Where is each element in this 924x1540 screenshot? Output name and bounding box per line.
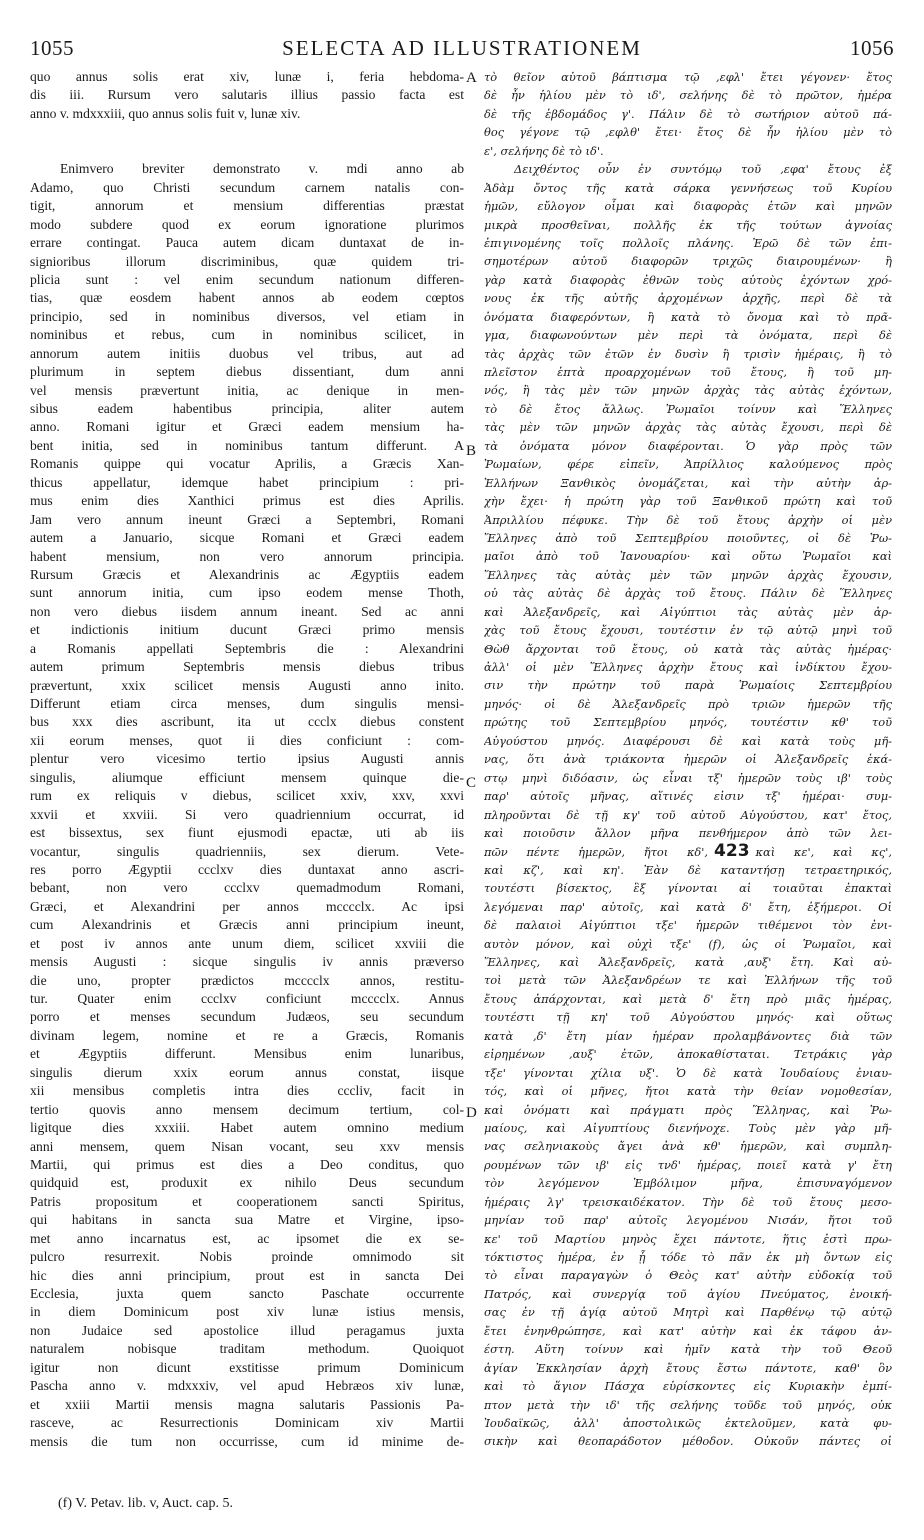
- text-line: vel mensis prævertunt initia, ac denique in men-: [30, 382, 464, 398]
- running-title: SELECTA AD ILLUSTRATIONEM: [282, 36, 642, 60]
- text-line: quo annus solis erat xiv, lunæ i, feria hebdoma-: [30, 69, 464, 84]
- latin-column: [30, 68, 464, 1451]
- paragraph-gap: [30, 123, 464, 160]
- text-line: δὲ παλαιοὶ Αἰγύπτιοι τξε' ἡμερῶν τιθέμενοι τὸν ἐνι-: [484, 918, 892, 933]
- text-line: non vero diebus iisdem annum ineant. Sed ac anni: [30, 603, 464, 619]
- text-line: Πατρός, καὶ συνεργίᾳ τοῦ ἁγίου Πνεύματος, ἐνοική-: [484, 1286, 892, 1301]
- text-line: anni mensem, quem Nisan vocant, seu xxv mensis: [30, 1138, 464, 1154]
- text-line: δὲ ἦν ἡλίου μὲν τὸ ιδ', σελήνης δὲ τὸ πρῶτον, ἡμέρα: [484, 88, 892, 103]
- text-line: τὰ ὀνόματα μόνον διαφέρονται. Ὁ γὰρ πρὸς τῶν: [484, 438, 892, 453]
- text-line: quidquid est, produxit ex nihilo Deus secundum: [30, 1175, 464, 1191]
- text-line: et Ægyptiis differunt. Mensibus enim lunaribus,: [30, 1046, 464, 1062]
- page-number-right: 1056: [850, 36, 894, 60]
- text-line: χὴν ἔχει· ἡ πρώτη γὰρ τοῦ Ξανθικοῦ πρώτη καὶ τοῦ: [484, 494, 892, 509]
- text-fragment: καὶ κε', καὶ κς',: [755, 845, 892, 860]
- text-line: ἔτους ἀπάρχονται, καὶ μετὰ δ' ἔτη πρὸ μιᾶς ἡμέρας,: [484, 991, 892, 1006]
- text-line: et post iv annos ante unum diem, scilicet xxviii die: [30, 935, 464, 951]
- greek-column: [484, 68, 892, 1451]
- text-line: οὐ τὰς αὐτὰς δὲ ἀρχὰς τοῦ ἔτους. Πάλιν δὲ Ἕλληνες: [484, 586, 892, 601]
- text-line: κατὰ ,δ' ἔτη μίαν ἡμέραν προλαμβάνοντες διὰ τῶν: [484, 1028, 892, 1043]
- text-line: τὸν λεγόμενον Ἐμβόλιμον μῆνα, ἐπισυναγόμενον: [484, 1176, 892, 1191]
- text-line: signioribus illorum discriminibus, quæ quidem tri-: [30, 253, 464, 269]
- text-line: Ἕλληνες τὰς αὐτὰς μὲν τῶν μηνῶν ἀρχὰς ἔχουσιν,: [484, 567, 892, 582]
- text-line: [484, 842, 892, 860]
- text-line: vocantur, singulis quadrienniis, sex dierum. Vete-: [30, 843, 464, 859]
- text-line: xii eorum menses, quot ii dies conficiunt : com-: [30, 732, 464, 748]
- text-line: καὶ κζ', καὶ κη'. Ἐὰν δὲ καταντήσῃ τετραετηρικός,: [484, 862, 892, 877]
- margin-letter-c: C: [466, 775, 477, 791]
- text-line: παρ' αὐτοῖς μῆνας, αἵτινές εἰσιν τξ' ἡμέραι· συμ-: [484, 789, 892, 804]
- text-line: Θὼθ ἄρχονται τοῦ ἔτους, οὐ κατὰ τὰς αὐτὰς ἡμέρας·: [484, 641, 892, 656]
- text-line: plentur vero vicesimo tertio ipsius Augusti annis: [30, 751, 464, 767]
- text-line: non Judaice sed apostolice illud peragamus juxta: [30, 1322, 464, 1338]
- text-line: autem primum Septembris mensis diebus tribus: [30, 659, 464, 675]
- text-line: tertio quovis anno mensem decimum tertium, col-: [30, 1101, 464, 1117]
- text-line: Ecclesia, juxta quem sancto Paschate occurrente: [30, 1286, 464, 1301]
- text-line: Ἀπριλλίου πέφυκε. Τὴν δὲ τοῦ ἔτους ἀρχὴν οἱ μὲν: [484, 512, 892, 527]
- text-line: modo subdere quod ex eorum ignoratione plurimos: [30, 216, 464, 232]
- text-line: anno v. mdxxxiii, quo annus solis fuit v, lunæ xiv.: [30, 105, 301, 121]
- text-line: τὸ εἶναι παραγαγὼν ὁ Θεὸς κατ' αὐτὴν εὐδοκίᾳ τοῦ: [484, 1268, 892, 1283]
- text-line: bent initia, sed in nominibus tantum differunt. A: [30, 437, 464, 453]
- text-line: tias, quæ eosdem habent annos ab eodem cœptos: [30, 290, 464, 306]
- text-line: ε', σελήνης δὲ τὸ ιδ'.: [484, 143, 604, 158]
- text-line: γμα, διαφωνούντων μὲν περὶ τὰ ὀνόματα, περὶ δὲ: [484, 328, 892, 343]
- text-line: ἡμέραις λγ' τρεισκαιδέκατον. Τὴν δὲ τοῦ ἔτους μεσο-: [484, 1194, 892, 1209]
- text-line: ὀνόματα διαφερόντων, ἢ κατὰ τὸ ὄνομα καὶ τὸ πρᾶ-: [484, 309, 892, 324]
- text-line: καὶ τὸ ἅγιον Πάσχα εὑρίσκοντες εἰς Κυριακὴν ἐμπί-: [484, 1379, 892, 1394]
- text-line: xii mensibus completis intra dies cccliv, facit in: [30, 1083, 464, 1099]
- text-line: πλεῖστον ἑπτὰ προαρχομένων τοῦ ἔτους, ἢ τοῦ μη-: [484, 365, 892, 379]
- text-line: Jam vero annum ineunt Græci a Septembri, Romani: [30, 511, 464, 527]
- text-line: et indictionis initium ducunt Græci primo mensis: [30, 622, 464, 638]
- text-line: in diem Dominicum post xiv lunæ istius mensis,: [30, 1304, 464, 1320]
- text-line: τὸ θεῖον αὐτοῦ βάπτισμα τῷ ,εφλ' ἔτει γέγονεν· ἔτος: [484, 70, 892, 84]
- page-header: [30, 36, 894, 60]
- text-line: μαῖοι ἀπὸ τοῦ Ἰανουαρίου· καὶ οὕτω Ῥωμαῖοι καὶ: [484, 549, 892, 564]
- margin-letter-a: A: [466, 70, 477, 86]
- text-line: τὰς μὲν τῶν μηνῶν ἀρχὰς τὰς αὐτὰς ἔχουσι, περὶ δὲ: [484, 420, 892, 435]
- text-line: Differunt etiam circa menses, dum singulis mensi-: [30, 696, 464, 711]
- text-line: thicus appellatur, idemque habet principium : pri-: [30, 474, 464, 490]
- text-line: δὲ τῆς ἑβδομάδος γ'. Πάλιν δὲ τὸ σωτήριον αὐτοῦ πά-: [484, 106, 892, 121]
- text-line: Αὐγούστου μηνός. Διαφέρουσι δὲ καὶ κατὰ τοὺς μῆ-: [484, 733, 892, 748]
- text-line: Patris propositum et cooperationem sancti Spiritus,: [30, 1193, 464, 1209]
- text-line: Romanis quippe qui vocatur Aprilis, a Græcis Xan-: [30, 456, 464, 472]
- text-line: ἐπιγινομένης τοῖς πολλοῖς πλάνης. Ἐρῶ δὲ τῶν ἐπι-: [484, 235, 892, 250]
- text-line: mensis die tum non occurrisse, cum id minime de-: [30, 1433, 464, 1449]
- text-line: έστη. Αὕτη τοίνυν καὶ ἡμῖν κατὰ τὴν τοῦ Θεοῦ: [484, 1342, 892, 1357]
- text-line: sunt annorum initia, cum ipso eodem mense Thoth,: [30, 585, 464, 601]
- text-line: Ἑλλήνων Ξανθικὸς ὀνομάζεται, καὶ τὴν αὐτὴν ἀρ-: [484, 475, 892, 490]
- text-line: κε' τοῦ Μαρτίου μηνὸς ἔχει πάντοτε, ἥτις ἐστὶ πρω-: [484, 1231, 892, 1246]
- text-line: Adamo, quo Christi secundum carnem natalis con-: [30, 179, 464, 195]
- text-line: Rursum Græcis et Alexandrinis ac Ægyptiis eadem: [30, 566, 464, 582]
- text-line: cum Alexandrinis et Græcis anni principium ineunt,: [30, 917, 464, 933]
- footnote: (f) V. Petav. lib. v, Auct. cap. 5.: [58, 1496, 233, 1511]
- text-line: λεγόμεναι παρ' αὐτοῖς, καὶ κατὰ δ' ἔτη, ἐξήμεροι. Οἱ: [484, 899, 892, 914]
- text-line: πτον μετὰ τὴν ιδ' τῆς σελήνης τοῦδε τοῦ μηνός, οὐκ: [484, 1397, 892, 1412]
- text-line: res porro Ægyptii ccclxv dies duntaxat anno ascri-: [30, 861, 464, 877]
- text-line: ἡμῶν, εὔλογον οἶμαι καὶ διαφορὰς ἐτῶν καὶ μηνῶν: [484, 199, 892, 214]
- text-line: Ἕλληνες ἀπὸ τοῦ Σεπτεμβρίου ποιοῦντες, οἱ δὲ Ῥω-: [484, 530, 892, 545]
- text-line: divinam legem, nomine et re a Græcis, Romanis: [30, 1027, 464, 1043]
- text-line: porro et menses secundum Judæos, seu secundum: [30, 1009, 464, 1025]
- text-line: habent mensium, non vero annorum principia.: [30, 548, 464, 564]
- text-line: igitur non dicunt exstitisse primum Dominicum: [30, 1359, 464, 1375]
- text-line: Ἕλληνες, καὶ Ἀλεξανδρεῖς, κατὰ ,αυξ' ἔτη. Καὶ αὐ-: [484, 955, 892, 969]
- text-line: tur. Quater enim ccclxv conficiunt mcccclx. Annus: [30, 991, 464, 1006]
- text-line: νους ἐκ τῆς αὐτῆς ἀρχομένων ἀρχῆς, περὶ δὲ τὰ: [484, 291, 892, 306]
- text-line: Martii, qui primus est dies a Deo conditus, quo: [30, 1156, 464, 1172]
- text-line: σιν τὴν πρώτην τοῦ παρὰ Ῥωμαίοις Σεπτεμβρίου: [484, 678, 892, 693]
- text-fragment: πῶν πέντε ἡμερῶν, ἤτοι κδ',: [484, 845, 709, 860]
- text-line: mensis Augusti : sicque singulis iv annis præverso: [30, 954, 464, 970]
- text-line: Pascha anno v. mdxxxiv, vel apud Hebræos xiv lunæ,: [30, 1378, 464, 1394]
- text-line: bus xxx dies ascribunt, ita ut ccclx diebus constent: [30, 714, 464, 730]
- text-line: annorum autem initiis duobus vel tribus, aut ad: [30, 345, 464, 361]
- text-line: ἁγίαν Ἐκκλησίαν ἀρχὴ ἔτους ἔστω πάντοτε, καθ' ὃν: [484, 1360, 892, 1375]
- text-line: πρώτης τοῦ Σεπτεμβρίου μηνός, τουτέστιν κθ' τοῦ: [484, 715, 892, 730]
- text-line: rasceve, ac Resurrectionis Dominicam xiv Martii: [30, 1415, 464, 1431]
- page-number-left: 1055: [30, 36, 74, 60]
- text-line: plicia sunt : vel enim secundum nationum differen-: [30, 271, 464, 287]
- text-line: τοὶ μετὰ τῶν Ἀλεξανδρέων τε καὶ Ἑλλήνων τῆς τοῦ: [484, 973, 892, 988]
- text-line: principio, sed in nominibus diversos, vel etiam in: [30, 308, 464, 324]
- text-line: singulis, aliumque efficiunt mensem quinque die-: [30, 769, 464, 785]
- text-line: τουτέστι βίσεκτος, ἓξ γίνονται αἱ τοιαῦται ἐπακταὶ: [484, 881, 892, 896]
- text-line: prævertunt, xxix scilicet mensis Augusti anno inito.: [30, 677, 464, 693]
- text-line: θος γέγονε τῷ ,εφλθ' ἔτει· ἔτος δὲ ἦν ἡλίου μὲν τὸ: [484, 125, 892, 140]
- text-line: naturalem nobisque traditam methodum. Quoiquot: [30, 1341, 464, 1357]
- text-line: bebant, non vero ccclxv quemadmodum Romani,: [30, 880, 464, 896]
- text-line: μηνίαν τοῦ παρ' αὐτοῖς λεγομένου Νισάν, ἤτοι τοῦ: [484, 1213, 892, 1228]
- text-line: sibus eadem habentibus principia, aliter autem: [30, 401, 464, 416]
- text-line: rum ex reliquis v diebus, scilicet xxiv, xxv, xxvi: [30, 788, 464, 804]
- text-line: καὶ ποιοῦσιν ἄλλον μῆνα πενθήμερον ἀπὸ τῶν λει-: [484, 825, 892, 840]
- text-line: σας ἐν τῇ ἁγίᾳ αὐτοῦ Μητρὶ καὶ Παρθένῳ τῷ αὐτῷ: [484, 1305, 892, 1320]
- text-line: tigit, annorum et mensium differentias præstat: [30, 198, 464, 214]
- text-line: μικρὰ προσθεῖναι, πολλῆς ἐκ τῆς τούτων ἀγνοίας: [484, 217, 892, 232]
- text-line: πληροῦνται δὲ τῇ κγ' τοῦ αὐτοῦ Αὐγούστου, κατ' ἔτος,: [484, 807, 892, 822]
- text-line: σημοτέρων αὐτοῦ διαφορῶν τριχῶς διαιρουμένων· ἢ: [484, 254, 892, 269]
- text-line: αυτὸν μόνον, καὶ οὐχὶ τξε' (f), ὡς οἱ Ῥωμαῖοι, καὶ: [484, 936, 892, 951]
- text-line: τὰς ἀρχὰς τῶν ἐτῶν ἐν δυσὶν ἢ τρισὶν ἡμέραις, ἢ τὸ: [484, 346, 892, 361]
- margin-letter-b: B: [466, 443, 477, 459]
- margin-letter-d: D: [466, 1105, 477, 1121]
- text-line: Ἀδὰμ ὄντος τῆς κατὰ σάρκα γεννήσεως τοῦ Κυρίου: [484, 180, 892, 195]
- text-line: τουτέστι τῇ κη' τοῦ Αὐγούστου μηνός· καὶ οὕτως: [484, 1010, 892, 1025]
- text-line: qui habitans in sancta sua Matre et Virgine, ipso-: [30, 1212, 464, 1228]
- text-line: τὸ δὲ ἔτος ἄλλως. Ῥωμαῖοι τοίνυν καὶ Ἕλληνες: [484, 401, 892, 416]
- text-line: errare contingat. Pauca autem dicam duntaxat de in-: [30, 235, 464, 251]
- text-line: νός, ἢ τὰς μὲν τῶν μηνῶν ἀρχὰς τὰς αὐτὰς ἐχόντων,: [484, 383, 892, 398]
- text-line: nominibus et rebus, cum in nominibus scilicet, in: [30, 327, 464, 343]
- text-line: ligitque dies xxxiii. Habet autem omnino medium: [30, 1120, 464, 1136]
- text-line: τός, καὶ οἱ μῆνες, ἤτοι κατὰ τὴν θείαν νομοθεσίαν,: [484, 1084, 892, 1099]
- inline-page-number: 423: [714, 842, 750, 861]
- text-line: τξε' γίνονται χίλια υξ'. Ὁ δὲ κατὰ Ἰουδαίους ἐνιαυ-: [484, 1065, 892, 1080]
- text-line: xxvii et xxviii. Si vero quadriennium occurrat, id: [30, 806, 464, 822]
- text-line: μηνός· οἱ δὲ Ἀλεξανδρεῖς πρὸ τριῶν ἡμερῶν τῆς: [484, 696, 892, 711]
- text-line: Græci, et Alexandrini per annos mcccclx. Ac ipsi: [30, 898, 464, 914]
- text-line: νας σεληνιακοὺς ἄγει ἀνὰ κθ' ἡμερῶν, καὶ συμπλη-: [484, 1139, 892, 1154]
- text-line: Ῥωμαίων, φέρε εἰπεῖν, Ἀπρίλλιος καλούμενος πρὸς: [484, 457, 892, 472]
- text-line: Δειχθέντος οὖν ἐν συντόμῳ τοῦ ,εφα' ἔτους ἐξ: [514, 162, 892, 177]
- text-line: Ἰουδαϊκῶς, ἀλλ' ἀποστολικῶς ἐκτελοῦμεν, κατὰ φυ-: [484, 1415, 892, 1430]
- text-line: singulis dierum xxix eorum annus constat, iisque: [30, 1064, 464, 1080]
- text-line: pulcro resurrexit. Nobis proinde omnimodo sit: [30, 1249, 464, 1265]
- text-line: στῳ μηνὶ διδόασιν, ὡς εἶναι τξ' ἡμερῶν τοὺς ιβ' τοὺς: [484, 770, 892, 785]
- text-line: νας, ὅτι ἀνὰ τριάκοντα ἡμερῶν οἱ Ἀλεξανδρεῖς ἑκά-: [484, 752, 892, 767]
- text-line: χὰς τοῦ ἔτους ἔχουσι, τουτέστιν ἐν τῷ αὐτῷ μηνὶ τοῦ: [484, 623, 892, 638]
- text-line: mus enim dies Xanthici primus est dies Aprilis.: [30, 493, 464, 509]
- text-line: τόκτιστος ἡμέρα, ἐν ᾗ τόδε τὸ πᾶν ἐκ μὴ ὄντων εἰς: [484, 1250, 892, 1264]
- text-line: hic dies anni principium, prout est in sancta Dei: [30, 1267, 464, 1283]
- text-line: autem a Januario, sicque Romani et Græci eadem: [30, 530, 464, 546]
- text-line: καὶ Ἀλεξανδρεῖς, καὶ Αἰγύπτιοι τὰς αὐτὰς μὲν ἀρ-: [484, 604, 892, 619]
- text-line: γὰρ κατὰ διαφορὰς ἐθνῶν τοὺς αὐτοὺς ἐχόντων χρό-: [484, 272, 892, 287]
- text-line: anno. Romani igitur et Græci eadem mensium ha-: [30, 419, 464, 435]
- text-line: et xxiii Martii mensis magna salutaris Passionis Pa-: [30, 1396, 464, 1412]
- text-line: καὶ ὀνόματι καὶ πράγματι πρὸς Ἕλληνας, καὶ Ῥω-: [484, 1102, 892, 1117]
- text-line: dis iii. Rursum vero salutaris illius passio facta est: [30, 87, 464, 103]
- text-line: Enimvero breviter demonstrato v. mdi anno ab: [60, 161, 464, 177]
- text-line: a Romanis appellati Septembris die : Alexandrini: [30, 640, 464, 656]
- text-line: est bissextus, sex fiunt ejusmodi epactæ, uti ab iis: [30, 825, 464, 841]
- text-line: plurimum in septem diebus dissentiant, dum anni: [30, 364, 464, 380]
- text-line: ἀλλ' οἱ μὲν Ἕλληνες ἀρχὴν ἔτους καὶ ἰνδίκτου ἔχου-: [484, 660, 892, 674]
- text-line: μαίους, καὶ Αἰγυπτίους διενήνοχε. Τοὺς μὲν γὰρ μῆ-: [484, 1120, 892, 1135]
- text-line: σικὴν καὶ θεοπαράδοτον μέθοδον. Οὐκοῦν πάντες οἱ: [484, 1434, 892, 1449]
- text-line: met anno incarnatus est, ac ipsomet die ex se-: [30, 1230, 464, 1246]
- text-line: ἔτει ἐνηνθρώπησε, καὶ κατ' αὐτὴν καὶ ἐκ τάφου ἀν-: [484, 1323, 892, 1338]
- text-line: εἰρημένων ,αυξ' ἐτῶν, ἀποκαθίσταται. Τετράκις γὰρ: [484, 1047, 892, 1062]
- text-line: ρουμένων τῶν ιβ' εἰς τνδ' ἡμέρας, ποιεῖ κατὰ γ' ἔτη: [484, 1157, 892, 1172]
- text-line: die uno, propter prædictos mcccclx annos, restitu-: [30, 972, 464, 988]
